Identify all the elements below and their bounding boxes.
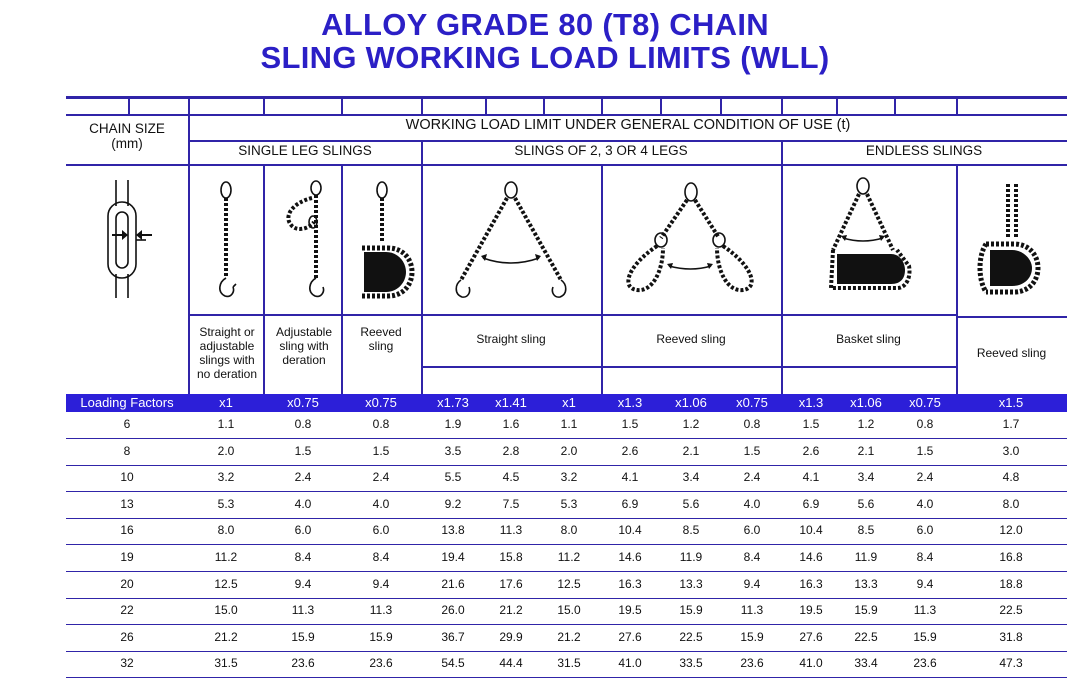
wll-value-cell: 8.4: [916, 550, 934, 564]
wll-value-cell: 21.2: [214, 629, 238, 644]
wll-value-cell: 22.5: [999, 603, 1023, 618]
grid-line: [263, 97, 265, 114]
wll-value-cell: 17.6: [499, 576, 523, 591]
wll-value-cell: 13.8: [441, 523, 465, 538]
wll-value-cell: 13.3: [679, 576, 703, 591]
wll-value-cell: 23.6: [913, 656, 937, 671]
wll-value-cell: 10.4: [618, 523, 642, 538]
wll-value-cell: 31.8: [999, 629, 1023, 644]
group-multi-leg: SLINGS OF 2, 3 OR 4 LEGS: [514, 143, 688, 158]
grid-line: [66, 491, 1067, 492]
wll-value-cell: 1.1: [217, 417, 235, 431]
sling-type-reeved-single: Reeved sling: [360, 325, 402, 353]
wll-value-cell: 1.5: [372, 443, 390, 458]
grid-line: [188, 140, 1067, 142]
wll-value-cell: 9.4: [743, 576, 761, 591]
wll-value-cell: 5.3: [560, 496, 578, 511]
grid-line: [66, 114, 1067, 116]
wll-value-cell: 11.3: [913, 603, 937, 618]
wll-value-cell: 1.9: [444, 417, 462, 431]
wll-value-cell: 8.4: [294, 550, 312, 564]
sling-type-adjustable-deration: Adjustable sling with deration: [275, 325, 333, 367]
wll-value-cell: 3.5: [444, 443, 462, 458]
wll-value-cell: 9.4: [372, 576, 390, 591]
wll-value-cell: 23.6: [369, 656, 393, 671]
two-leg-straight-sling-icon: [421, 166, 601, 316]
wll-value-cell: 16.3: [799, 576, 823, 591]
grid-line: [836, 97, 838, 114]
wll-value-cell: 2.0: [560, 443, 578, 458]
wll-value-cell: 8.0: [1002, 496, 1020, 511]
wll-value-cell: 4.1: [802, 470, 820, 485]
loading-factor-cell: x0.75: [736, 395, 768, 410]
wll-value-cell: 16.3: [618, 576, 642, 591]
grid-line: [660, 97, 662, 114]
wll-value-cell: 2.1: [682, 443, 700, 458]
loading-factor-cell: x1.06: [675, 395, 707, 410]
wll-value-cell: 22.5: [854, 629, 878, 644]
single-leg-chain-icon: [189, 166, 264, 316]
wll-value-cell: 27.6: [799, 629, 823, 644]
chain-link-cross-section-icon: [66, 166, 188, 306]
chain-size-cell: 10: [120, 470, 134, 485]
wll-value-cell: 21.2: [499, 603, 523, 618]
chain-size-cell: 32: [120, 656, 134, 671]
wll-value-cell: 9.4: [294, 576, 312, 591]
grid-line: [543, 97, 545, 114]
wll-value-cell: 2.6: [621, 443, 639, 458]
chain-size-cell: 13: [120, 496, 134, 511]
wll-value-cell: 19.4: [441, 550, 465, 564]
page-title-line-1: ALLOY GRADE 80 (T8) CHAIN: [321, 7, 769, 42]
wll-value-cell: 3.2: [560, 470, 578, 485]
grid-line: [956, 316, 1067, 318]
chain-size-cell: 8: [123, 443, 131, 458]
wll-value-cell: 6.0: [372, 523, 390, 538]
wll-value-cell: 11.3: [499, 523, 523, 538]
wll-value-cell: 8.4: [372, 550, 390, 564]
wll-value-cell: 3.0: [1002, 443, 1020, 458]
wll-value-cell: 5.6: [857, 496, 875, 511]
wll-value-cell: 1.5: [802, 417, 820, 431]
sling-type-straight-adjustable: Straight or adjustable slings with no deration: [196, 325, 258, 381]
wll-value-cell: 4.8: [1002, 470, 1020, 485]
wll-value-cell: 14.6: [618, 550, 642, 564]
loading-factor-cell: x0.75: [365, 395, 397, 410]
grid-line: [66, 518, 1067, 519]
chain-size-cell: 22: [120, 603, 134, 618]
grid-line: [128, 97, 130, 114]
wll-value-cell: 4.0: [294, 496, 312, 511]
wll-value-cell: 3.4: [682, 470, 700, 485]
grid-line: [66, 571, 1067, 572]
wll-value-cell: 13.3: [854, 576, 878, 591]
sling-type-straight: Straight sling: [476, 332, 546, 346]
loading-factor-cell: x1.3: [617, 395, 643, 410]
wll-value-cell: 21.6: [441, 576, 465, 591]
wll-value-cell: 0.8: [743, 417, 761, 431]
grid-line: [188, 97, 190, 114]
wll-value-cell: 15.9: [369, 629, 393, 644]
wll-value-cell: 5.5: [444, 470, 462, 485]
wll-value-cell: 1.5: [294, 443, 312, 458]
wll-value-cell: 41.0: [799, 656, 823, 671]
wll-value-cell: 47.3: [999, 656, 1023, 671]
wll-value-cell: 0.8: [294, 417, 312, 431]
wll-value-cell: 11.9: [854, 550, 878, 564]
wll-value-cell: 11.2: [214, 550, 238, 564]
wll-value-cell: 14.6: [799, 550, 823, 564]
wll-value-cell: 31.5: [214, 656, 238, 671]
wll-value-cell: 6.0: [743, 523, 761, 538]
grid-line: [421, 366, 956, 368]
reeved-single-chain-icon: [342, 166, 421, 316]
wll-value-cell: 21.2: [557, 629, 581, 644]
group-single-leg: SINGLE LEG SLINGS: [238, 143, 372, 158]
chain-size-cell: 26: [120, 629, 134, 644]
grid-line: [956, 97, 958, 114]
loading-factor-cell: x1.41: [495, 395, 527, 410]
wll-value-cell: 31.5: [557, 656, 581, 671]
wll-value-cell: 0.8: [916, 417, 934, 431]
wll-value-cell: 16.8: [999, 550, 1023, 564]
wll-value-cell: 29.9: [499, 629, 523, 644]
sling-type-basket: Basket sling: [836, 332, 901, 346]
chain-size-header: CHAIN SIZE: [89, 121, 165, 136]
wll-value-cell: 36.7: [441, 629, 465, 644]
wll-value-cell: 6.0: [294, 523, 312, 538]
loading-factor-cell: x1.73: [437, 395, 469, 410]
grid-line: [66, 465, 1067, 466]
wll-value-cell: 15.9: [679, 603, 703, 618]
wll-value-cell: 18.8: [999, 576, 1023, 591]
wll-value-cell: 15.8: [499, 550, 523, 564]
chain-size-cell: 19: [120, 550, 134, 564]
endless-reeved-sling-icon: [956, 166, 1067, 316]
wll-value-cell: 54.5: [441, 656, 465, 671]
wll-value-cell: 41.0: [618, 656, 642, 671]
wll-value-cell: 6.9: [802, 496, 820, 511]
wll-value-cell: 4.1: [621, 470, 639, 485]
wll-value-cell: 7.5: [502, 496, 520, 511]
wll-value-cell: 4.0: [743, 496, 761, 511]
adjustable-chain-icon: [264, 166, 342, 316]
loading-factor-cell: x1.3: [798, 395, 824, 410]
wll-value-cell: 6.0: [916, 523, 934, 538]
wll-header: WORKING LOAD LIMIT UNDER GENERAL CONDITION OF USE (t): [405, 117, 851, 133]
wll-value-cell: 5.6: [682, 496, 700, 511]
grid-line: [66, 624, 1067, 625]
grid-line: [66, 651, 1067, 652]
wll-value-cell: 11.3: [369, 603, 393, 618]
grid-line: [601, 97, 603, 114]
grid-line: [781, 97, 783, 114]
wll-value-cell: 8.5: [682, 523, 700, 538]
grid-line: [485, 97, 487, 114]
wll-value-cell: 11.3: [740, 603, 764, 618]
group-endless: ENDLESS SLINGS: [865, 143, 983, 158]
wll-value-cell: 2.8: [502, 443, 520, 458]
page-title-line-2: SLING WORKING LOAD LIMITS (WLL): [260, 40, 830, 75]
chain-size-cell: 20: [120, 576, 134, 591]
wll-value-cell: 15.0: [557, 603, 581, 618]
wll-value-cell: 26.0: [441, 603, 465, 618]
wll-value-cell: 9.2: [444, 496, 462, 511]
grid-line: [421, 97, 423, 114]
wll-value-cell: 12.5: [214, 576, 238, 591]
wll-value-cell: 15.9: [913, 629, 937, 644]
wll-value-cell: 15.9: [291, 629, 315, 644]
wll-value-cell: 5.3: [217, 496, 235, 511]
wll-value-cell: 8.0: [217, 523, 235, 538]
loading-factor-cell: x1: [562, 395, 576, 410]
wll-value-cell: 1.5: [743, 443, 761, 458]
wll-value-cell: 4.0: [916, 496, 934, 511]
wll-value-cell: 2.4: [743, 470, 761, 485]
wll-value-cell: 6.9: [621, 496, 639, 511]
grid-line: [66, 677, 1067, 678]
loading-factors-label: Loading Factors: [80, 395, 174, 410]
wll-value-cell: 19.5: [799, 603, 823, 618]
chain-size-cell: 16: [120, 523, 134, 538]
grid-line: [66, 598, 1067, 599]
wll-value-cell: 2.4: [294, 470, 312, 485]
wll-value-cell: 15.9: [854, 603, 878, 618]
wll-value-cell: 15.9: [740, 629, 764, 644]
wll-value-cell: 15.0: [214, 603, 238, 618]
wll-value-cell: 1.2: [857, 417, 875, 431]
wll-value-cell: 2.0: [217, 443, 235, 458]
wll-value-cell: 9.4: [916, 576, 934, 591]
grid-line: [720, 97, 722, 114]
wll-value-cell: 2.1: [857, 443, 875, 458]
loading-factor-cell: x0.75: [287, 395, 319, 410]
wll-value-cell: 4.5: [502, 470, 520, 485]
wll-value-cell: 2.4: [916, 470, 934, 485]
wll-value-cell: 1.6: [502, 417, 520, 431]
wll-value-cell: 10.4: [799, 523, 823, 538]
wll-value-cell: 33.5: [679, 656, 703, 671]
grid-line: [341, 97, 343, 114]
wll-value-cell: 8.5: [857, 523, 875, 538]
loading-factor-cell: x1: [219, 395, 233, 410]
wll-value-cell: 44.4: [499, 656, 523, 671]
sling-type-reeved-endless: Reeved sling: [976, 346, 1047, 360]
loading-factor-cell: x1.06: [850, 395, 882, 410]
loading-factor-cell: x1.5: [998, 395, 1024, 410]
wll-value-cell: 3.4: [857, 470, 875, 485]
wll-value-cell: 8.4: [743, 550, 761, 564]
wll-value-cell: 23.6: [740, 656, 764, 671]
wll-value-cell: 11.3: [291, 603, 315, 618]
grid-line: [894, 97, 896, 114]
two-leg-reeved-sling-icon: [601, 166, 781, 316]
wll-value-cell: 11.9: [679, 550, 703, 564]
wll-value-cell: 8.0: [560, 523, 578, 538]
wll-value-cell: 0.8: [372, 417, 390, 431]
wll-value-cell: 11.2: [557, 550, 581, 564]
wll-value-cell: 1.7: [1002, 417, 1020, 431]
wll-value-cell: 3.2: [217, 470, 235, 485]
wll-value-cell: 1.2: [682, 417, 700, 431]
wll-value-cell: 1.5: [621, 417, 639, 431]
wll-value-cell: 4.0: [372, 496, 390, 511]
chain-size-unit: (mm): [111, 136, 143, 151]
basket-sling-icon: [781, 166, 956, 316]
wll-value-cell: 2.6: [802, 443, 820, 458]
wll-value-cell: 12.0: [999, 523, 1023, 538]
chain-size-cell: 6: [123, 417, 131, 431]
grid-line: [66, 96, 1067, 99]
wll-value-cell: 22.5: [679, 629, 703, 644]
wll-value-cell: 1.5: [916, 443, 934, 458]
grid-line: [66, 544, 1067, 545]
wll-value-cell: 19.5: [618, 603, 642, 618]
wll-value-cell: 23.6: [291, 656, 315, 671]
wll-value-cell: 27.6: [618, 629, 642, 644]
wll-value-cell: 12.5: [557, 576, 581, 591]
wll-value-cell: 2.4: [372, 470, 390, 485]
wll-value-cell: 33.4: [854, 656, 878, 671]
grid-line: [66, 438, 1067, 439]
loading-factor-cell: x0.75: [909, 395, 941, 410]
wll-value-cell: 1.1: [560, 417, 578, 431]
sling-type-reeved-multi: Reeved sling: [656, 332, 726, 346]
